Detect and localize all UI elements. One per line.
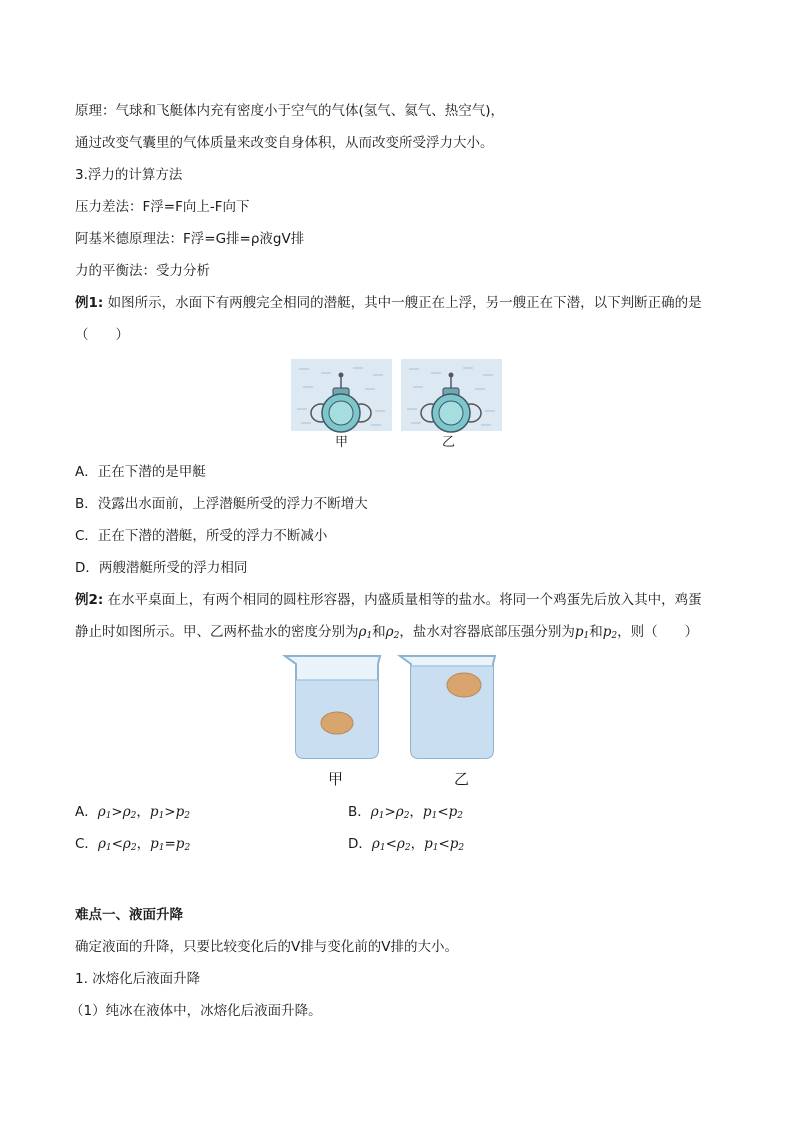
example1-option-d: D．两艘潜艇所受的浮力相同 <box>75 560 248 576</box>
example1-paren: （ ） <box>75 327 129 343</box>
example2-label: 例2: <box>75 592 104 608</box>
method-pressure-difference: 压力差法：F浮=F向上-F向下 <box>75 199 250 215</box>
difficulty-intro: 确定液面的升降，只要比较变化后的V排与变化前的V排的大小。 <box>75 939 458 955</box>
example2-line2-part-d: 和 <box>589 624 603 640</box>
example2-line2-part-a: 静止时如图所示。甲、乙两杯盐水的密度分别为 <box>75 624 359 640</box>
example2-option-c: C．$\rho_1<\rho_2$，$p_1=p_2$ <box>75 836 191 853</box>
example2-line2-part-c: ，盐水对容器底部压强分别为 <box>399 624 575 640</box>
example1-label: 例1: <box>75 295 104 311</box>
beaker-jia <box>285 656 380 758</box>
beaker-yi <box>400 656 495 758</box>
submarine-label-jia: 甲 <box>335 435 349 450</box>
principle-line-2: 通过改变气囊里的气体质量来改变自身体积，从而改变所受浮力大小。 <box>75 135 494 151</box>
example2-option-b: B．$\rho_1>\rho_2$，$p_1<p_2$ <box>348 804 464 821</box>
submarine-panel-yi <box>401 359 502 432</box>
example2-question-line2 <box>75 622 698 646</box>
method-force-balance: 力的平衡法：受力分析 <box>75 263 210 279</box>
ice-item-1: （1）纯冰在液体中，冰熔化后液面升降。 <box>70 1003 322 1019</box>
example2-option-a: A．$\rho_1>\rho_2$，$p_1>p_2$ <box>75 804 190 821</box>
example2-line1-text: 在水平桌面上，有两个相同的圆柱形容器，内盛质量相等的盐水。将同一个鸡蛋先后放入其中，鸡蛋 <box>107 592 702 608</box>
example1-option-a: A．正在下潜的是甲艇 <box>75 464 206 480</box>
beaker-figure <box>280 652 500 792</box>
p2-symbol: $p_2$ <box>602 624 618 641</box>
example2-line2-part-e: ，则（ ） <box>617 624 699 640</box>
p1-symbol: $p_1$ <box>574 624 590 641</box>
submarine-label-yi: 乙 <box>442 435 456 450</box>
rho1-symbol: $\rho_1$ <box>358 624 373 641</box>
difficulty-title: 难点一、液面升降 <box>75 907 183 923</box>
example2-question-line1 <box>75 590 702 610</box>
example1-option-b: B．没露出水面前，上浮潜艇所受的浮力不断增大 <box>75 496 368 512</box>
principle-line-1: 原理：气球和飞艇体内充有密度小于空气的气体(氢气、氦气、热空气)， <box>75 103 505 119</box>
example1-question-text: 如图所示，水面下有两艘完全相同的潜艇，其中一艘正在上浮，另一艘正在下潜，以下判断正确的是 <box>107 295 702 311</box>
beaker-label-yi: 乙 <box>454 770 470 788</box>
example2-option-d: D．$\rho_1<\rho_2$，$p_1<p_2$ <box>348 836 465 853</box>
section-3-title: 3.浮力的计算方法 <box>75 167 183 183</box>
submarine-figure <box>291 359 503 449</box>
method-archimedes: 阿基米德原理法：F浮=G排=ρ液gV排 <box>75 231 305 247</box>
example1-option-c: C．正在下潜的潜艇，所受的浮力不断减小 <box>75 528 328 544</box>
beaker-label-jia: 甲 <box>328 770 344 788</box>
ice-section-title: 1. 冰熔化后液面升降 <box>75 971 201 987</box>
example2-line2-part-b: 和 <box>372 624 386 640</box>
rho2-symbol: $\rho_2$ <box>385 624 400 641</box>
submarine-panel-jia <box>291 359 392 432</box>
example1-question <box>75 293 702 313</box>
